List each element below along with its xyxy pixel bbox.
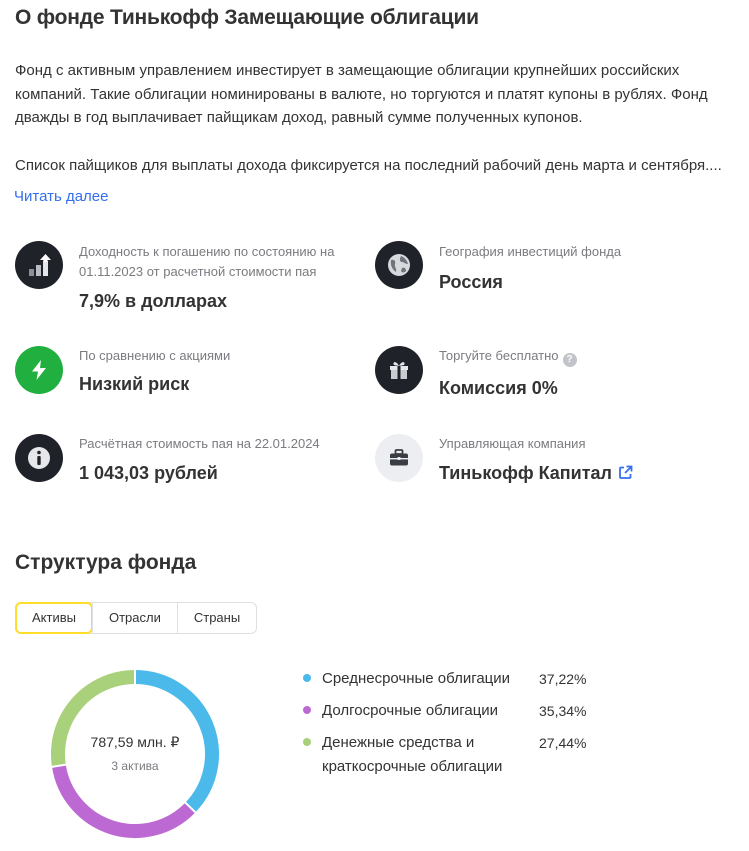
chart-up-icon xyxy=(15,241,63,289)
tab-countries[interactable]: Страны xyxy=(177,603,256,633)
legend-name: Долгосрочные облигации xyxy=(322,702,499,719)
yield-label-line1: Доходность к погашению по состоянию на xyxy=(79,244,335,259)
legend-name: Среднесрочные облигации xyxy=(322,670,511,687)
manager-name[interactable]: Тинькофф Капитал xyxy=(439,463,612,483)
commission-label-text: Торгуйте бесплатно xyxy=(439,348,559,363)
tab-sectors[interactable]: Отрасли xyxy=(92,603,177,633)
nav-label: Расчётная стоимость пая на 22.01.2024 xyxy=(79,436,320,451)
legend-dot xyxy=(303,674,311,682)
page-title: О фонде Тинькофф Замещающие облигации xyxy=(15,6,479,29)
manager-value[interactable] xyxy=(439,463,633,484)
commission-label xyxy=(439,346,577,367)
globe-icon xyxy=(375,241,423,289)
lightning-icon xyxy=(15,346,63,394)
donut-total: 787,59 млн. ₽ xyxy=(90,734,180,750)
commission-block xyxy=(375,346,715,406)
legend-item xyxy=(303,667,603,691)
manager-label: Управляющая компания xyxy=(439,436,586,451)
manager-block xyxy=(375,434,715,494)
legend-percent: 37,22% xyxy=(539,671,587,687)
legend-name: Денежные средства и краткосрочные облигации xyxy=(322,734,503,775)
briefcase-icon xyxy=(375,434,423,482)
risk-value: Низкий риск xyxy=(79,374,190,394)
commission-value: Комиссия 0% xyxy=(439,378,558,398)
external-link-icon[interactable] xyxy=(618,465,633,480)
legend-item xyxy=(303,731,603,779)
legend-dot xyxy=(303,738,311,746)
legend-percent: 27,44% xyxy=(539,735,587,751)
tab-assets[interactable]: Активы xyxy=(15,602,93,634)
risk-label: По сравнению с акциями xyxy=(79,348,231,363)
structure-tabs xyxy=(15,602,257,634)
nav-block xyxy=(15,434,355,494)
risk-block xyxy=(15,346,355,406)
geography-block xyxy=(375,241,715,301)
info-icon xyxy=(15,434,63,482)
legend-percent: 35,34% xyxy=(539,703,587,719)
geography-label: География инвестиций фонда xyxy=(439,244,622,259)
nav-value: 1 043,03 рублей xyxy=(79,463,218,483)
legend-item xyxy=(303,699,603,723)
fund-description xyxy=(15,59,730,177)
description-paragraph: Список пайщиков для выплаты дохода фиксируется на последний рабочий день марта и сентября.... xyxy=(15,156,722,174)
yield-value: 7,9% в долларах xyxy=(79,291,227,311)
help-icon[interactable]: ? xyxy=(563,353,577,367)
section-title: Структура фонда xyxy=(15,551,197,574)
description-paragraph: Фонд с активным управлением инвестирует в замещающие облигации крупнейших российских компаний. Такие облигации номинированы в валюте, но торгуются и платят купоны в рублях. Фонд дважды в год выплачивает пайщикам доход, равный сумме полученных купонов. xyxy=(15,62,708,126)
read-more-link[interactable]: Читать далее xyxy=(14,188,109,205)
geography-value: Россия xyxy=(439,272,503,292)
donut-segment[interactable] xyxy=(59,766,190,831)
yield-label-line2: 01.11.2023 от расчетной стоимости пая xyxy=(79,264,317,279)
gift-icon xyxy=(375,346,423,394)
legend-dot xyxy=(303,706,311,714)
yield-block xyxy=(15,241,355,311)
donut-count: 3 актива xyxy=(111,759,159,773)
donut-center xyxy=(47,734,223,773)
